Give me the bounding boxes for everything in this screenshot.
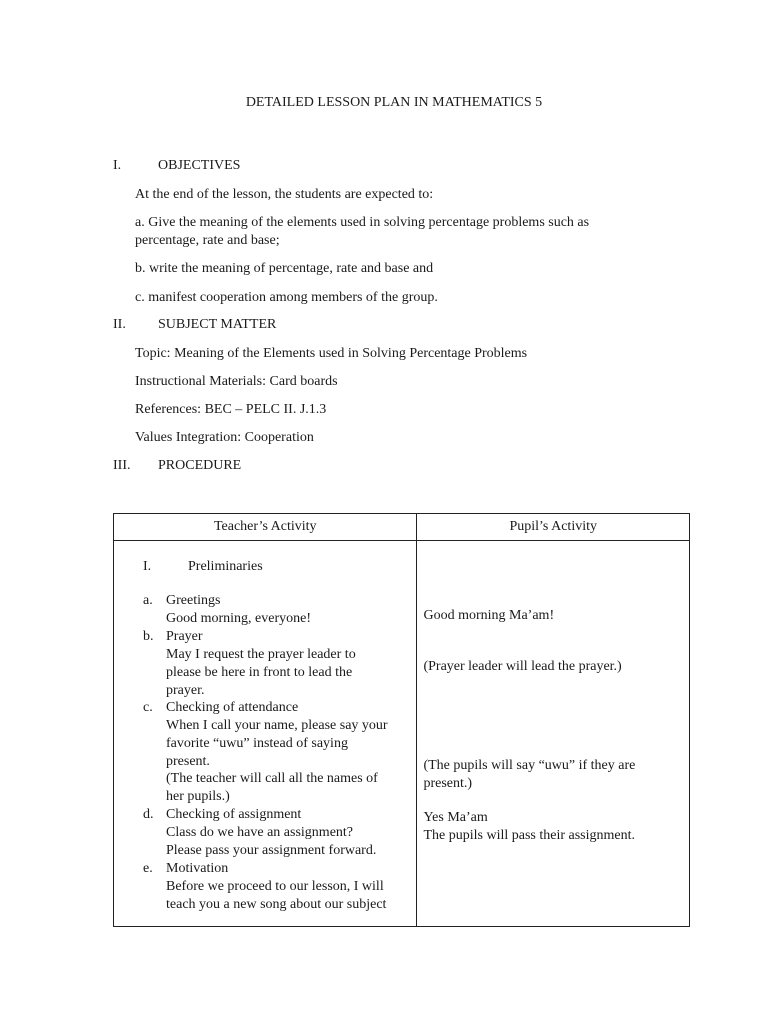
- item-b-line-4: prayer.: [166, 683, 205, 698]
- procedure-number: III.: [113, 458, 131, 473]
- teacher-activity-cell: [114, 541, 417, 927]
- objective-a-line-1: a. Give the meaning of the elements used in solving percentage problems such as: [135, 215, 590, 230]
- item-d-line-1: Checking of assignment: [166, 807, 302, 822]
- item-c-line-1: Checking of attendance: [166, 700, 299, 715]
- materials-line: Instructional Materials: Card boards: [135, 374, 338, 389]
- procedure-table: [113, 513, 690, 927]
- pupil-attendance-line-2: present.): [423, 776, 473, 791]
- document-title: DETAILED LESSON PLAN IN MATHEMATICS 5: [245, 95, 543, 110]
- item-d-line-3: Please pass your assignment forward.: [166, 843, 377, 858]
- item-a-letter: a.: [143, 593, 153, 608]
- teacher-activity-header: Teacher’s Activity: [114, 514, 417, 541]
- item-e-letter: e.: [143, 861, 153, 876]
- pupil-activity-cell: [417, 541, 690, 927]
- pupil-assignment-line-1: Yes Ma’am: [423, 810, 488, 825]
- pupil-assignment-line-2: The pupils will pass their assignment.: [423, 828, 635, 843]
- preliminaries-heading: Preliminaries: [188, 559, 263, 574]
- item-e-line-2: Before we proceed to our lesson, I will: [166, 879, 384, 894]
- item-a-line-2: Good morning, everyone!: [166, 611, 312, 626]
- item-a-line-1: Greetings: [166, 593, 221, 608]
- item-c-line-3: favorite “uwu” instead of saying: [166, 736, 348, 751]
- objectives-intro: At the end of the lesson, the students are expected to:: [135, 187, 434, 202]
- item-b-line-3: please be here in front to lead the: [166, 665, 353, 680]
- item-d-line-2: Class do we have an assignment?: [166, 825, 354, 840]
- subject-matter-number: II.: [113, 317, 126, 332]
- objective-b: b. write the meaning of percentage, rate and base and: [135, 261, 434, 276]
- item-c-line-5: (The teacher will call all the names of: [166, 771, 378, 786]
- item-b-line-1: Prayer: [166, 629, 203, 644]
- item-c-line-2: When I call your name, please say your: [166, 718, 388, 733]
- objectives-number: I.: [113, 158, 122, 173]
- item-c-line-4: present.: [166, 754, 210, 769]
- item-c-line-6: her pupils.): [166, 789, 230, 804]
- objectives-heading: OBJECTIVES: [158, 158, 241, 173]
- item-b-line-2: May I request the prayer leader to: [166, 647, 356, 662]
- item-e-line-3: teach you a new song about our subject: [166, 897, 387, 912]
- procedure-heading: PROCEDURE: [158, 458, 242, 473]
- item-e-line-1: Motivation: [166, 861, 229, 876]
- references-line: References: BEC – PELC II. J.1.3: [135, 402, 327, 417]
- item-b-letter: b.: [143, 629, 154, 644]
- item-d-letter: d.: [143, 807, 154, 822]
- objective-a-line-2: percentage, rate and base;: [135, 233, 280, 248]
- pupil-activity-header: Pupil’s Activity: [417, 514, 690, 541]
- objective-c: c. manifest cooperation among members of the group.: [135, 290, 438, 305]
- item-c-letter: c.: [143, 700, 153, 715]
- preliminaries-number: I.: [143, 559, 152, 574]
- pupil-attendance-line-1: (The pupils will say “uwu” if they are: [423, 758, 636, 773]
- pupil-greeting: Good morning Ma’am!: [423, 608, 555, 623]
- subject-matter-heading: SUBJECT MATTER: [158, 317, 277, 332]
- topic-line: Topic: Meaning of the Elements used in Solving Percentage Problems: [135, 346, 528, 361]
- values-line: Values Integration: Cooperation: [135, 430, 314, 445]
- pupil-prayer: (Prayer leader will lead the prayer.): [423, 659, 622, 674]
